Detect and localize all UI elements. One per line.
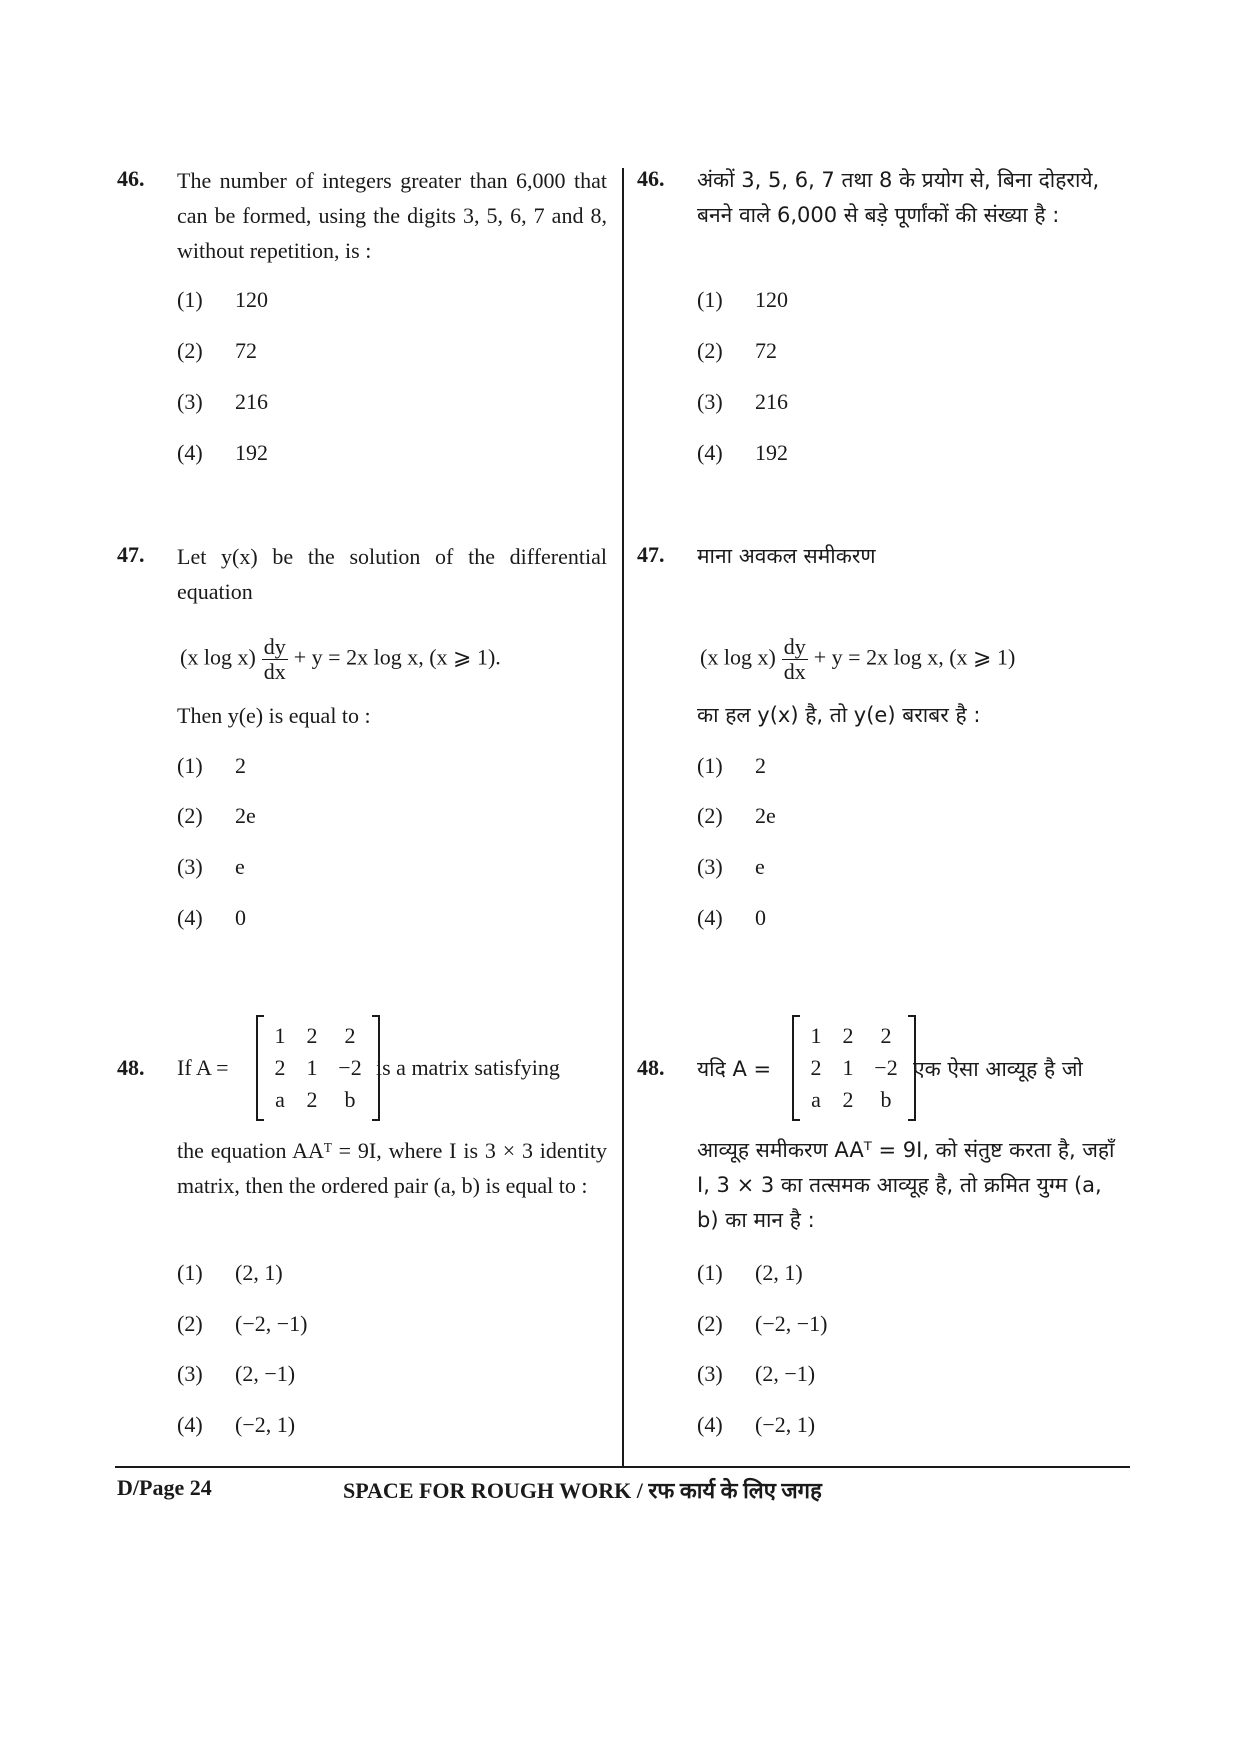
matrix-cell: 2: [306, 1023, 318, 1048]
q48-matrix-en: [256, 1016, 380, 1120]
page-number: D/Page 24: [117, 1475, 212, 1500]
q48-prefix-hi: यदि A =: [697, 1057, 772, 1081]
q47-after-en: Then y(e) is equal to :: [177, 703, 371, 728]
q48-suffix-en: is a matrix satisfying: [376, 1055, 560, 1080]
q47-equation-en: (x log x) $\frac{dy}{dx}$ + y = 2x log x, (x ⩾ 1).: [180, 634, 501, 684]
q46-text-en: The number of integers greater than 6,000 that can be formed, using the digits 3, 5, 6, 7 and 8, without repetition, is :: [177, 168, 607, 263]
matrix-cell: −2: [338, 1055, 362, 1080]
matrix-cell: b: [880, 1087, 892, 1112]
q48-after-hi: आव्यूह समीकरण AAᵀ = 9I, को संतुष्ट करता है, जहाँ I, 3 × 3 का तत्समक आव्यूह है, तो क्रमित युग्म (a, b) का मान है :: [697, 1138, 1115, 1232]
q46-number-en: 46.: [117, 166, 145, 191]
q47-intro-hi: माना अवकल समीकरण: [697, 544, 876, 568]
q48-matrix-hi: [792, 1016, 916, 1120]
matrix-cell: a: [811, 1087, 821, 1112]
q46-number-hi: 46.: [637, 166, 665, 191]
matrix-cell: 1: [842, 1055, 854, 1080]
matrix-cell: 2: [810, 1055, 822, 1080]
q48-after-en: the equation AAᵀ = 9I, where I is 3 × 3 identity matrix, then the ordered pair (a, b) is equal to :: [177, 1138, 607, 1198]
footer-rule: [115, 1466, 1130, 1468]
matrix-cell: 1: [274, 1023, 286, 1048]
matrix-cell: 1: [306, 1055, 318, 1080]
matrix-cell: 2: [306, 1087, 318, 1112]
matrix-cell: 2: [880, 1023, 892, 1048]
matrix-cell: 2: [842, 1087, 854, 1112]
q47-after-hi: का हल y(x) है, तो y(e) बराबर है :: [697, 703, 981, 727]
matrix-cell: 2: [842, 1023, 854, 1048]
q47-number-hi: 47.: [637, 542, 665, 567]
q48-number-hi: 48.: [637, 1055, 665, 1080]
rough-work-label: SPACE FOR ROUGH WORK / रफ कार्य के लिए जगह: [343, 1478, 822, 1503]
matrix-cell: b: [344, 1087, 356, 1112]
q47-number-en: 47.: [117, 542, 145, 567]
matrix-cell: −2: [874, 1055, 898, 1080]
q47-equation-hi: (x log x) $\frac{dy}{dx}$ + y = 2x log x, (x ⩾ 1): [700, 634, 1016, 684]
matrix-cell: a: [275, 1087, 285, 1112]
q48-suffix-hi: एक ऐसा आव्यूह है जो: [913, 1057, 1083, 1081]
q46-text-hi: अंकों 3, 5, 6, 7 तथा 8 के प्रयोग से, बिना दोहराये, बनने वाले 6,000 से बड़े पूर्णांकों की संख्या है :: [697, 168, 1100, 227]
matrix-cell: 2: [344, 1023, 356, 1048]
column-divider: [622, 168, 624, 1466]
q47-intro-en: Let y(x) be the solution of the differential equation: [177, 544, 607, 604]
matrix-cell: 2: [274, 1055, 286, 1080]
matrix-cell: 1: [810, 1023, 822, 1048]
q48-prefix-en: If A =: [177, 1055, 229, 1080]
q48-number-en: 48.: [117, 1055, 145, 1080]
